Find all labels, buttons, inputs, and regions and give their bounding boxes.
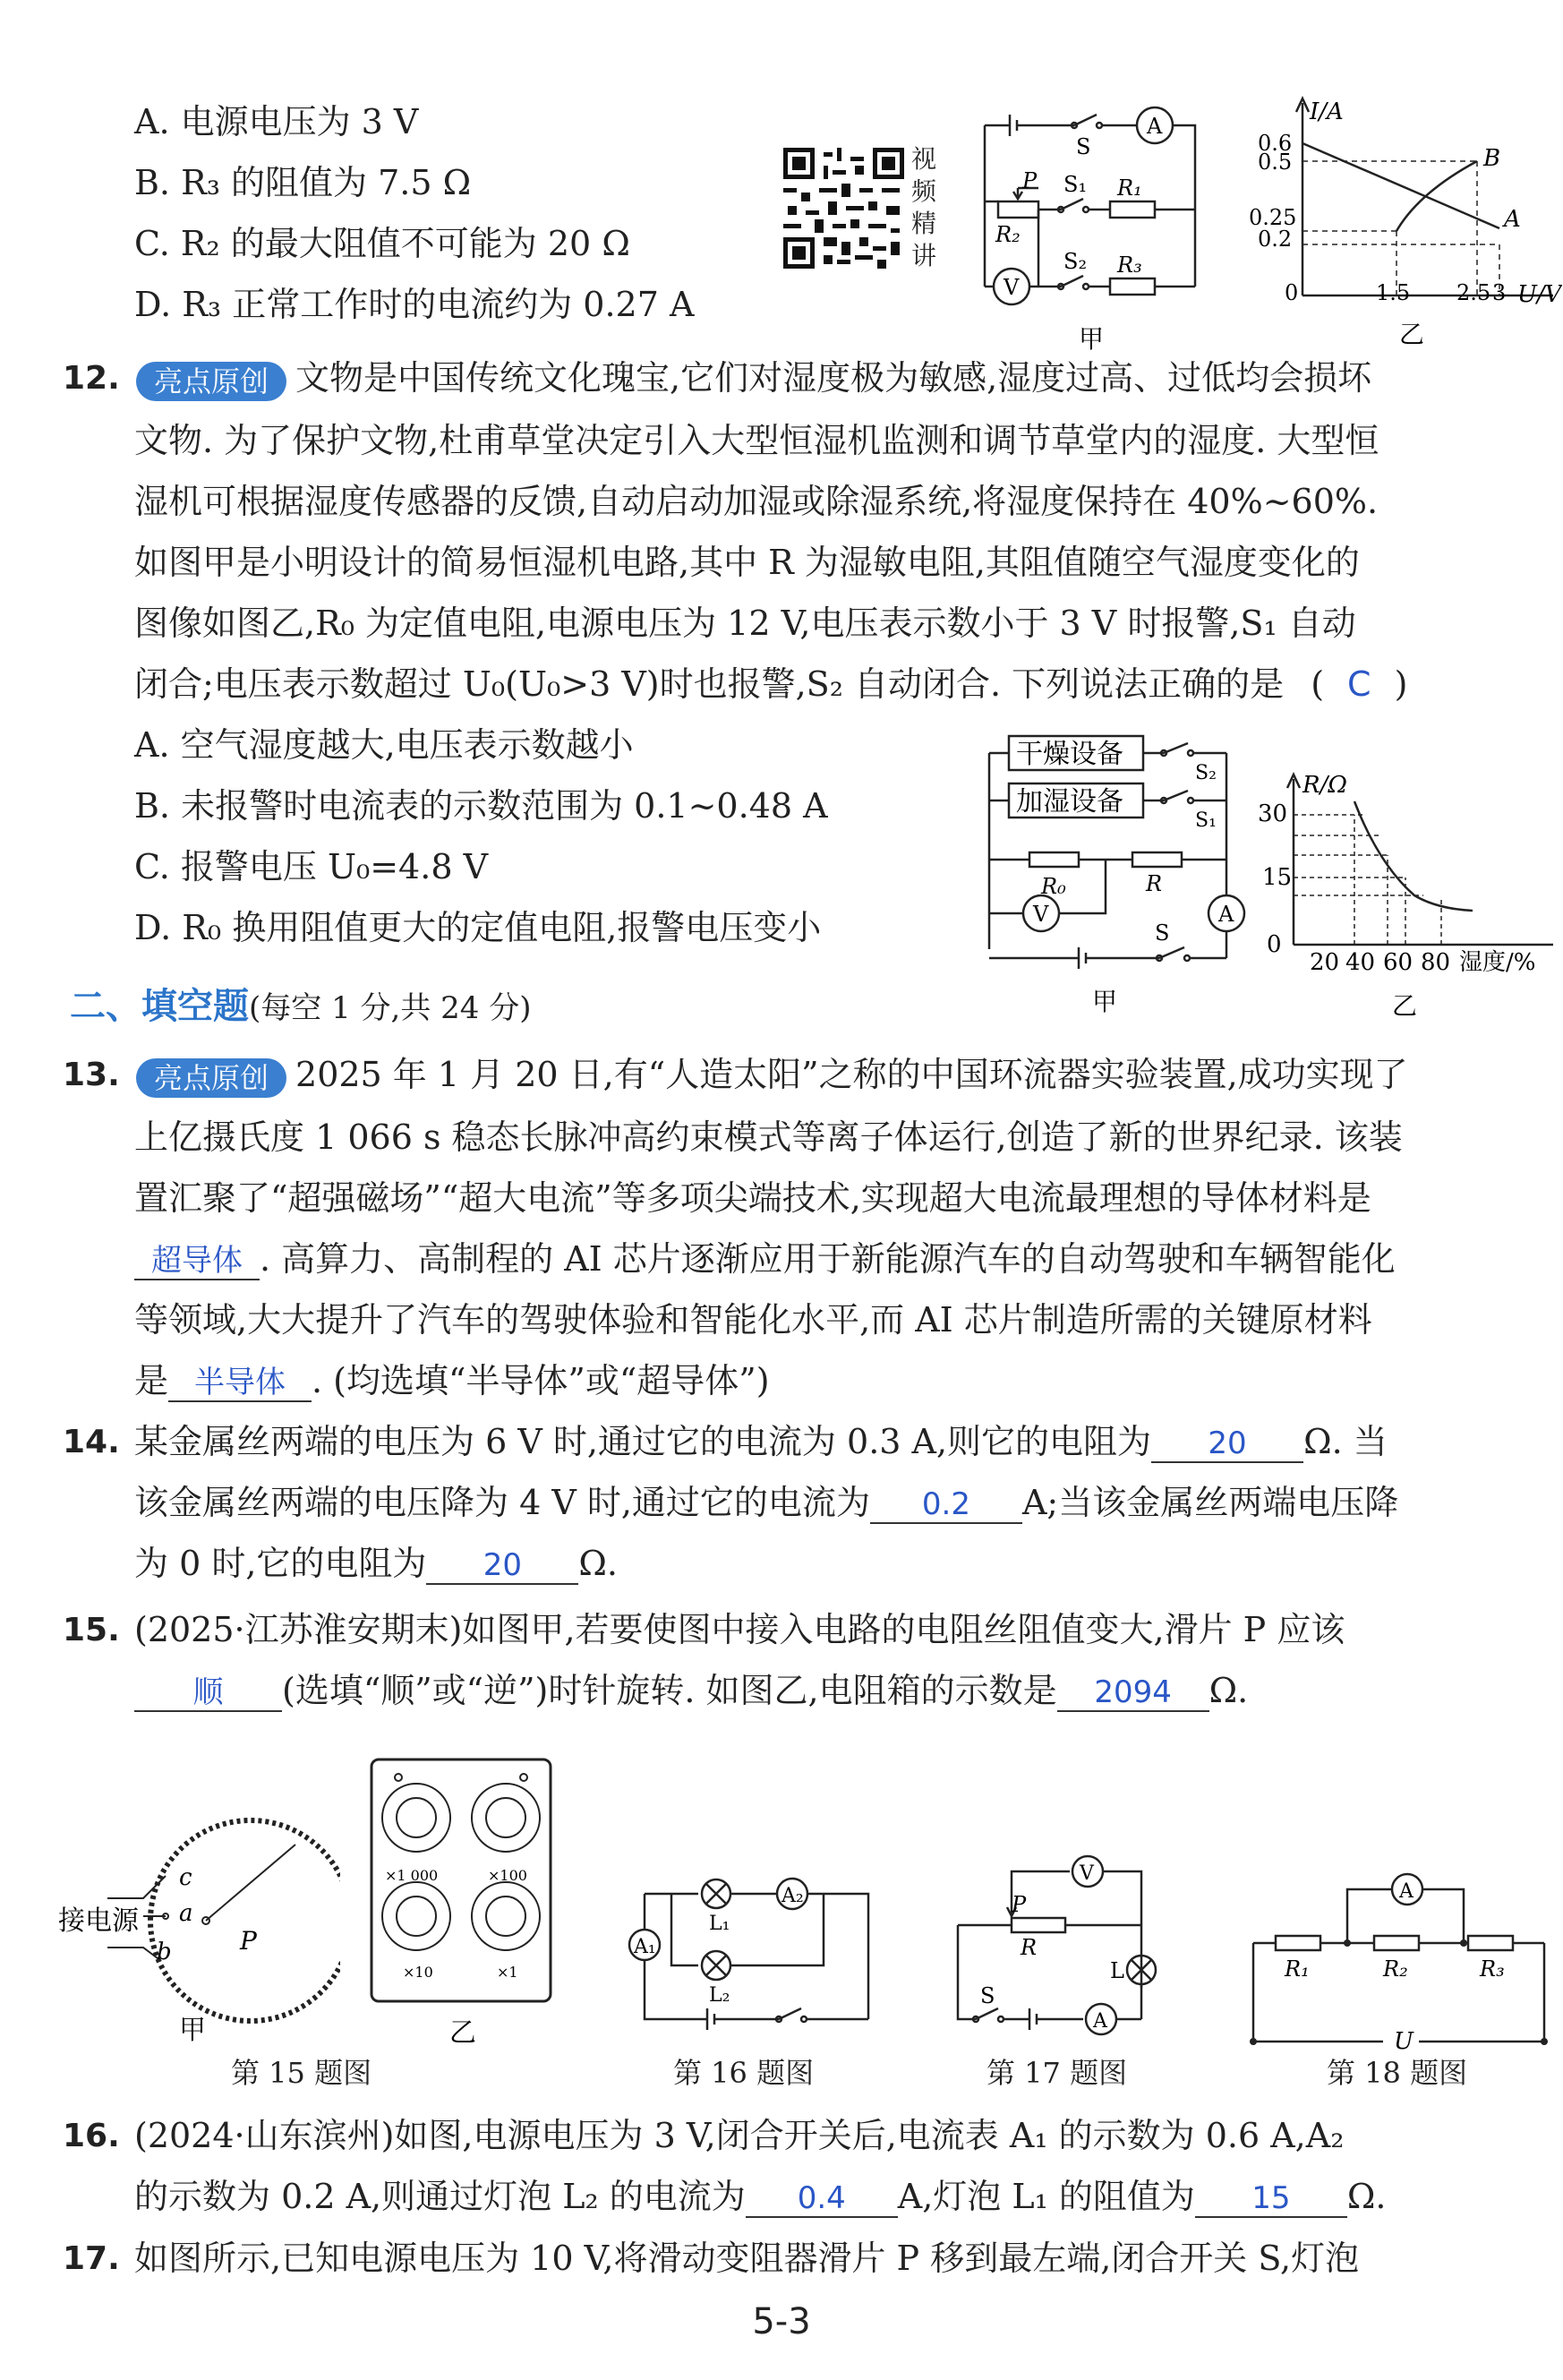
q12-option-d: D. R₀ 换用阻值更大的定值电阻,报警电压变小 (134, 908, 822, 947)
q12-rh-graph (1258, 766, 1562, 1025)
q13-badge: 亮点原创 (136, 1058, 286, 1098)
q15-answer-2[interactable]: 2094 (1057, 1674, 1209, 1712)
svg-text:A: A (1399, 1880, 1414, 1903)
svg-text:乙: 乙 (1399, 320, 1425, 349)
svg-text:A: A (1147, 114, 1163, 139)
q11-circuit-diagram (976, 98, 1209, 358)
q14-answer-2[interactable]: 0.2 (870, 1486, 1022, 1524)
fig15-jia-rheostat (54, 1795, 340, 2046)
svg-text:P: P (1022, 168, 1038, 193)
svg-text:V: V (1080, 1862, 1094, 1885)
q16-line-1: (2024·山东滨州)如图,电源电压为 3 V,闭合开关后,电流表 A₁ 的示数为 0.6 A,A₂ (134, 2116, 1345, 2155)
svg-text:A₁: A₁ (634, 1936, 656, 1958)
q11-option-a: A. 电源电压为 3 V (134, 102, 419, 141)
q11-option-b: B. R₃ 的阻值为 7.5 Ω (134, 163, 472, 202)
q14-line-3: 为 0 时,它的电阻为 20 Ω. (134, 1544, 619, 1583)
svg-text:a: a (179, 1900, 193, 1927)
svg-text:R₂: R₂ (995, 222, 1021, 247)
svg-text:80: 80 (1421, 949, 1451, 976)
svg-text:S: S (980, 1983, 995, 2008)
page-number: 5-3 (752, 2301, 811, 2342)
q13-line-5: 等领域,大大提升了汽车的驾驶体验和智能化水平,而 AI 芯片制造所需的关键原材料 (134, 1300, 1372, 1340)
q12-line-4: 如图甲是小明设计的简易恒湿机电路,其中 R 为湿敏电阻,其阻值随空气湿度变化的 (134, 543, 1360, 582)
q13-answer-2[interactable]: 半导体 (168, 1365, 312, 1402)
svg-text:20: 20 (1310, 949, 1340, 976)
svg-text:R: R (1146, 871, 1163, 896)
svg-text:B: B (1483, 145, 1501, 172)
svg-text:0.5: 0.5 (1258, 150, 1293, 175)
q14-number: 14. (63, 1424, 120, 1460)
svg-text:湿度/%: 湿度/% (1459, 949, 1536, 976)
svg-text:A: A (1218, 902, 1234, 927)
q13-line-6: 是 半导体 . (均选填“半导体”或“超导体”) (134, 1361, 770, 1400)
q12-line-5: 图像如图乙,R₀ 为定值电阻,电源电压为 12 V,电压表示数小于 3 V 时报警,S₁ 自动 (134, 604, 1356, 643)
q12-line-6: 闭合;电压表示数超过 U₀(U₀>3 V)时也报警,S₂ 自动闭合. 下列说法正确的是 ( C ) (134, 664, 1408, 704)
svg-text:b: b (157, 1939, 172, 1965)
svg-text:1.5: 1.5 (1376, 280, 1411, 305)
svg-text:R₀: R₀ (1041, 874, 1066, 899)
svg-text:V: V (1033, 902, 1049, 927)
svg-text:I/A: I/A (1310, 98, 1344, 125)
q12-line-3: 湿机可根据湿度传感器的反馈,自动启动加湿或除湿系统,将湿度保持在 40%~60%. (134, 482, 1379, 521)
svg-text:R₁: R₁ (1285, 1956, 1310, 1982)
q16-answer-1[interactable]: 0.4 (746, 2180, 898, 2218)
svg-text:S₂: S₂ (1195, 762, 1217, 784)
q13-line-2: 上亿摄氏度 1 066 s 稳态长脉冲高约束模式等离子体运行,创造了新的世界纪录. 该装 (134, 1117, 1403, 1157)
svg-text:接电源: 接电源 (58, 1905, 139, 1937)
fig18-circuit (1240, 1862, 1553, 2050)
q12-option-b: B. 未报警时电流表的示数范围为 0.1~0.48 A (134, 786, 828, 826)
svg-text:×1: ×1 (497, 1964, 518, 1981)
q11-option-d: D. R₃ 正常工作时的电流约为 0.27 A (134, 285, 695, 324)
svg-text:×10: ×10 (403, 1964, 433, 1981)
q14-answer-1[interactable]: 20 (1151, 1425, 1303, 1463)
q12-badge: 亮点原创 (136, 362, 286, 401)
svg-text:3: 3 (1492, 280, 1507, 305)
svg-text:S: S (1076, 134, 1091, 159)
svg-text:R: R (1021, 1935, 1038, 1960)
svg-text:L₂: L₂ (709, 1984, 730, 2007)
q12-option-a: A. 空气湿度越大,电压表示数越小 (134, 725, 634, 765)
svg-text:0.25: 0.25 (1249, 205, 1297, 230)
svg-text:60: 60 (1383, 949, 1414, 976)
svg-text:A: A (1504, 206, 1521, 233)
q15-number: 15. (63, 1612, 120, 1648)
q13-answer-1[interactable]: 超导体 (134, 1243, 260, 1280)
svg-text:0: 0 (1267, 931, 1282, 958)
q14-answer-3[interactable]: 20 (426, 1547, 578, 1585)
svg-text:V: V (1004, 275, 1020, 300)
section-fill-in-title: 二、填空题(每空 1 分,共 24 分) (70, 986, 532, 1027)
svg-text:U/V: U/V (1517, 281, 1562, 308)
q13-line-1: 亮点原创 2025 年 1 月 20 日,有“人造太阳”之称的中国环流器实验装置,成功实现了 (136, 1053, 1408, 1098)
svg-text:S₁: S₁ (1195, 809, 1217, 832)
q14-line-2: 该金属丝两端的电压降为 4 V 时,通过它的电流为 0.2 A;当该金属丝两端电压降 (134, 1483, 1399, 1522)
svg-text:40: 40 (1345, 949, 1376, 976)
q15-answer-1[interactable]: 顺 (134, 1674, 282, 1712)
fig17-caption: 第 17 题图 (986, 2056, 1128, 2090)
svg-text:U: U (1394, 2028, 1414, 2050)
svg-text:干燥设备: 干燥设备 (1016, 739, 1123, 770)
q16-line-2: 的示数为 0.2 A,则通过灯泡 L₂ 的电流为 0.4 A,灯泡 L₁ 的阻值为 15 Ω. (134, 2177, 1387, 2216)
svg-text:R₃: R₃ (1117, 253, 1142, 278)
svg-text:A₂: A₂ (782, 1885, 804, 1907)
fig15-yi-resistance-box (367, 1755, 564, 2050)
q12-option-c: C. 报警电压 U₀=4.8 V (134, 847, 489, 886)
q16-number: 16. (63, 2118, 120, 2154)
q12-line-2: 文物. 为了保护文物,杜甫草堂决定引入大型恒湿机监测和调节草堂内的湿度. 大型恒 (134, 421, 1379, 460)
fig16-caption: 第 16 题图 (673, 2056, 815, 2090)
q17-line-1: 如图所示,已知电源电压为 10 V,将滑动变阻器滑片 P 移到最左端,闭合开关 S,灯泡 (134, 2239, 1360, 2278)
svg-text:0.2: 0.2 (1258, 227, 1293, 252)
svg-text:S₂: S₂ (1063, 249, 1088, 274)
svg-text:A: A (1093, 2010, 1107, 2033)
svg-text:乙: 乙 (449, 2017, 476, 2049)
fig16-circuit (618, 1858, 886, 2050)
svg-text:c: c (179, 1864, 192, 1891)
q12-line-1: 亮点原创 文物是中国传统文化瑰宝,它们对湿度极为敏感,湿度过高、过低均会损坏 (136, 356, 1371, 401)
q12-answer: C (1347, 664, 1371, 704)
svg-text:P: P (240, 1926, 257, 1956)
q11-option-c: C. R₂ 的最大阻值不可能为 20 Ω (134, 224, 630, 263)
q15-line-2: 顺 (选填“顺”或“逆”)时针旋转. 如图乙,电阻箱的示数是 2094 Ω. (134, 1669, 1248, 1712)
fig17-circuit (940, 1849, 1182, 2050)
svg-text:乙: 乙 (1392, 991, 1418, 1021)
svg-text:加湿设备: 加湿设备 (1016, 786, 1123, 818)
q14-line-1: 某金属丝两端的电压为 6 V 时,通过它的电流为 0.3 A,则它的电阻为 20 Ω. 当 (134, 1422, 1388, 1461)
q13-number: 13. (63, 1057, 120, 1093)
svg-text:R₃: R₃ (1480, 1956, 1505, 1982)
q13-line-3: 置汇聚了“超强磁场”“超大电流”等多项尖端技术,实现超大电流最理想的导体材料是 (134, 1178, 1371, 1218)
q11-iu-graph (1249, 94, 1562, 358)
q13-line-4: 超导体 . 高算力、高制程的 AI 芯片逐渐应用于新能源汽车的自动驾驶和车辆智能化 (134, 1237, 1396, 1280)
svg-text:15: 15 (1262, 864, 1293, 891)
svg-text:甲: 甲 (1092, 987, 1118, 1016)
q12-number: 12. (63, 360, 120, 397)
qr-label: 视频精讲 (911, 144, 937, 270)
svg-text:S: S (1155, 920, 1170, 946)
svg-text:S₁: S₁ (1063, 172, 1088, 197)
svg-text:甲: 甲 (179, 2015, 206, 2046)
svg-text:R₂: R₂ (1383, 1956, 1408, 1982)
q12-circuit-diagram (980, 725, 1249, 1021)
svg-text:R/Ω: R/Ω (1302, 772, 1347, 799)
q15-line-1: (2025·江苏淮安期末)如图甲,若要使图中接入电路的电阻丝阻值变大,滑片 P 应该 (134, 1610, 1345, 1649)
qr-code-icon[interactable] (783, 148, 904, 269)
fig18-caption: 第 18 题图 (1327, 2056, 1468, 2090)
svg-text:×1 000: ×1 000 (385, 1867, 439, 1884)
svg-text:L₁: L₁ (709, 1913, 730, 1935)
svg-text:2.5: 2.5 (1456, 280, 1491, 305)
fig15-caption: 第 15 题图 (231, 2056, 372, 2090)
svg-text:0.6: 0.6 (1258, 131, 1293, 156)
svg-text:30: 30 (1258, 800, 1288, 827)
q16-answer-2[interactable]: 15 (1195, 2180, 1347, 2218)
svg-text:P: P (1012, 1892, 1027, 1917)
svg-text:R₁: R₁ (1117, 176, 1142, 201)
svg-text:×100: ×100 (488, 1867, 527, 1884)
svg-text:0: 0 (1285, 280, 1299, 305)
svg-text:L: L (1110, 1958, 1124, 1983)
q17-number: 17. (63, 2240, 120, 2277)
svg-text:甲: 甲 (1079, 324, 1105, 354)
